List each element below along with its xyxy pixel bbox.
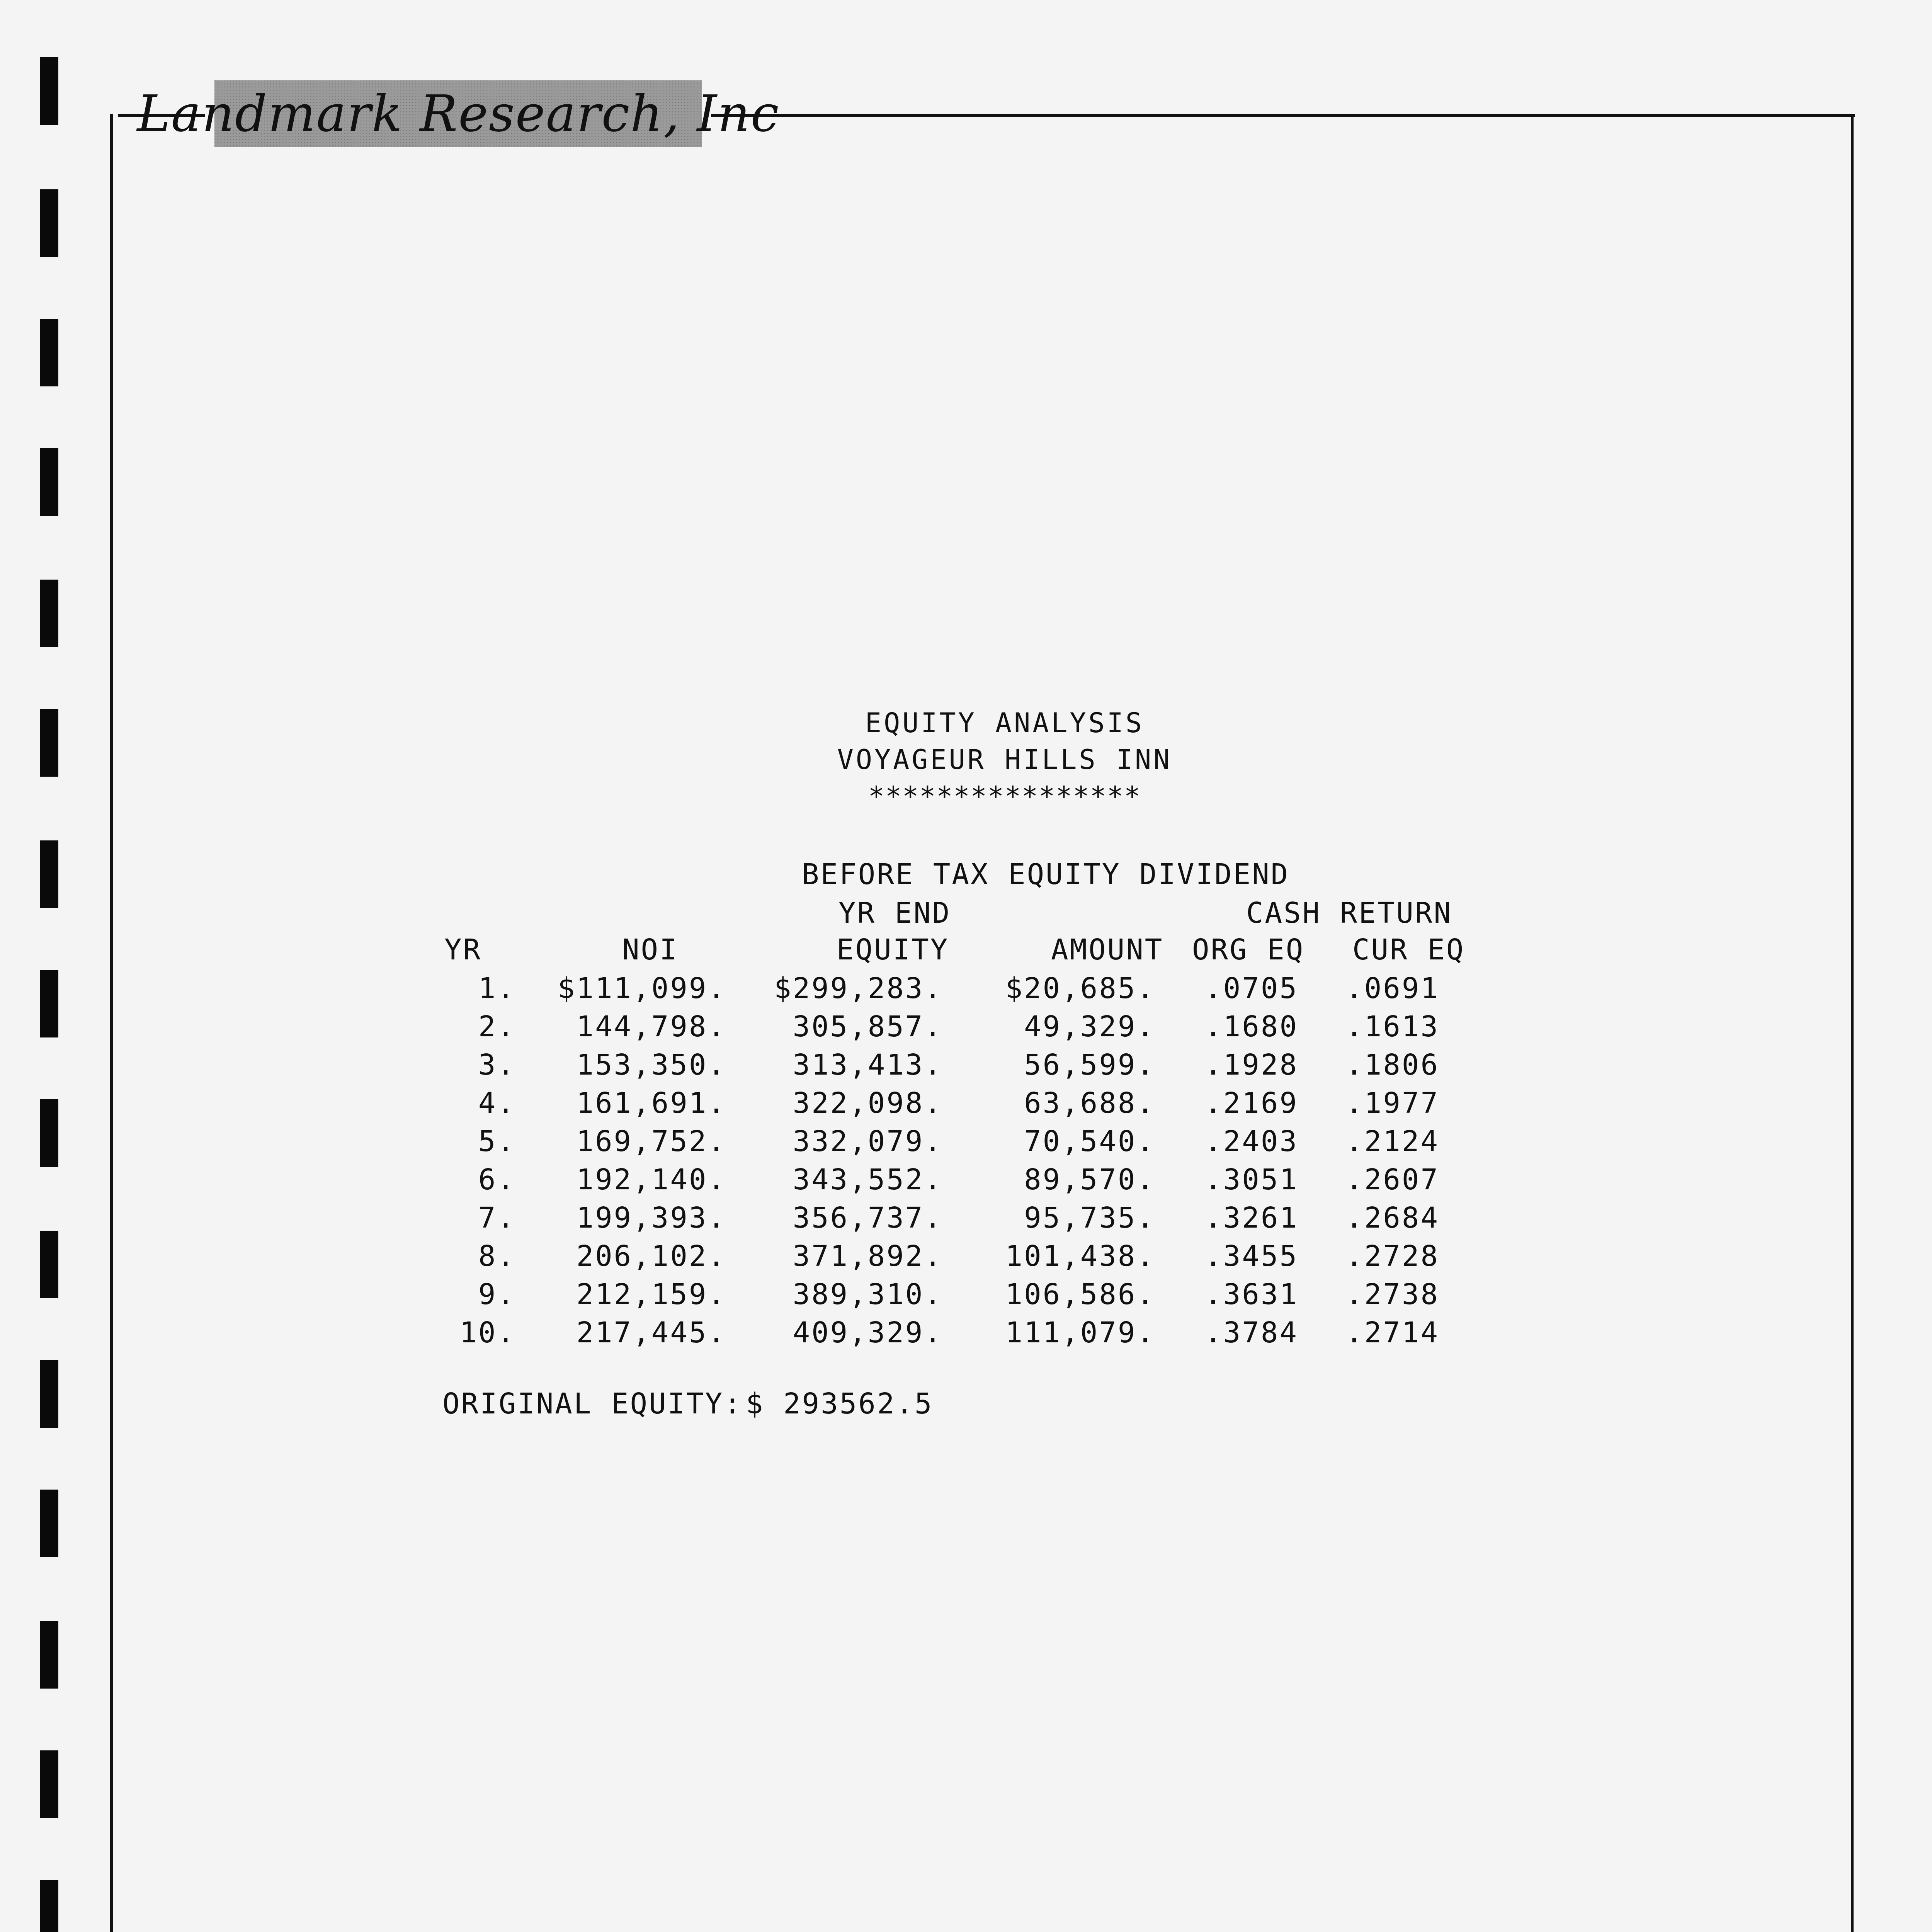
cell-cur-eq: .1806 xyxy=(1345,1048,1439,1082)
cell-yr: 5. xyxy=(478,1125,516,1158)
header-yr-end: YR END xyxy=(838,896,951,930)
cell-org-eq: .3455 xyxy=(1204,1240,1298,1273)
header-equity: EQUITY xyxy=(837,933,949,966)
cell-cur-eq: .1977 xyxy=(1345,1087,1439,1120)
cell-amount: 106,586. xyxy=(1005,1278,1155,1311)
title-underline: **************** xyxy=(868,781,1141,812)
cell-org-eq: .3261 xyxy=(1204,1201,1298,1235)
binder-mark xyxy=(40,580,58,647)
cell-org-eq: .0705 xyxy=(1204,972,1298,1005)
cell-cur-eq: .2607 xyxy=(1345,1163,1439,1196)
header-cash-return: CASH RETURN xyxy=(1246,896,1453,930)
cell-amount: $20,685. xyxy=(1005,972,1155,1005)
company-logo xyxy=(137,80,780,147)
group-header: BEFORE TAX EQUITY DIVIDEND xyxy=(802,858,1290,891)
header-yr: YR xyxy=(444,933,482,966)
header-noi: NOI xyxy=(622,933,679,966)
cell-noi: 192,140. xyxy=(576,1163,726,1196)
frame-top-right xyxy=(711,114,1855,117)
cell-amount: 56,599. xyxy=(1024,1048,1155,1082)
original-equity-value: $ 293562.5 xyxy=(746,1387,934,1420)
cell-amount: 95,735. xyxy=(1024,1201,1155,1235)
binder-mark xyxy=(40,319,58,386)
cell-org-eq: .1928 xyxy=(1204,1048,1298,1082)
cell-noi: 144,798. xyxy=(576,1010,726,1043)
cell-amount: 101,438. xyxy=(1005,1240,1155,1273)
cell-noi: 212,159. xyxy=(576,1278,726,1311)
cell-equity: 409,329. xyxy=(793,1316,943,1349)
cell-equity: 322,098. xyxy=(793,1087,943,1120)
cell-equity: 371,892. xyxy=(793,1240,943,1273)
cell-yr: 4. xyxy=(478,1087,516,1120)
cell-org-eq: .3051 xyxy=(1204,1163,1298,1196)
cell-yr: 8. xyxy=(478,1240,516,1273)
binder-mark xyxy=(40,1621,58,1689)
header-amount: AMOUNT xyxy=(1051,933,1164,966)
cell-equity: 305,857. xyxy=(793,1010,943,1043)
report-subtitle: VOYAGEUR HILLS INN xyxy=(837,744,1172,776)
binder-mark xyxy=(40,189,58,257)
cell-cur-eq: .0691 xyxy=(1345,972,1439,1005)
binder-mark xyxy=(40,448,58,516)
cell-noi: 206,102. xyxy=(576,1240,726,1273)
cell-yr: 1. xyxy=(478,972,516,1005)
cell-org-eq: .2403 xyxy=(1204,1125,1298,1158)
binder-mark xyxy=(40,1750,58,1818)
cell-yr: 7. xyxy=(478,1201,516,1235)
cell-noi: $111,099. xyxy=(558,972,726,1005)
cell-noi: 153,350. xyxy=(576,1048,726,1082)
company-logo-text: Landmark Research, Inc xyxy=(137,84,780,143)
binder-mark xyxy=(40,1099,58,1167)
binder-mark xyxy=(40,840,58,908)
header-cur-eq: CUR EQ xyxy=(1352,933,1465,966)
cell-amount: 111,079. xyxy=(1005,1316,1155,1349)
cell-cur-eq: .2684 xyxy=(1345,1201,1439,1235)
binder-mark xyxy=(40,57,58,125)
cell-yr: 9. xyxy=(478,1278,516,1311)
cell-amount: 70,540. xyxy=(1024,1125,1155,1158)
cell-org-eq: .2169 xyxy=(1204,1087,1298,1120)
cell-amount: 63,688. xyxy=(1024,1087,1155,1120)
cell-equity: 332,079. xyxy=(793,1125,943,1158)
frame-right xyxy=(1851,114,1854,1932)
binder-mark xyxy=(40,1360,58,1428)
cell-yr: 3. xyxy=(478,1048,516,1082)
header-org-eq: ORG EQ xyxy=(1192,933,1305,966)
binder-mark xyxy=(40,970,58,1037)
cell-yr: 10. xyxy=(459,1316,516,1349)
report-title: EQUITY ANALYSIS xyxy=(865,707,1145,739)
cell-noi: 169,752. xyxy=(576,1125,726,1158)
binder-mark xyxy=(40,709,58,777)
cell-equity: 389,310. xyxy=(793,1278,943,1311)
cell-equity: 343,552. xyxy=(793,1163,943,1196)
cell-yr: 6. xyxy=(478,1163,516,1196)
binder-mark xyxy=(40,1880,58,1932)
cell-equity: 356,737. xyxy=(793,1201,943,1235)
original-equity-label: ORIGINAL EQUITY: xyxy=(442,1387,743,1420)
cell-cur-eq: .2728 xyxy=(1345,1240,1439,1273)
cell-cur-eq: .1613 xyxy=(1345,1010,1439,1043)
cell-cur-eq: .2738 xyxy=(1345,1278,1439,1311)
binder-mark xyxy=(40,1490,58,1557)
cell-equity: $299,283. xyxy=(774,972,943,1005)
cell-amount: 49,329. xyxy=(1024,1010,1155,1043)
cell-yr: 2. xyxy=(478,1010,516,1043)
cell-noi: 217,445. xyxy=(576,1316,726,1349)
cell-org-eq: .3784 xyxy=(1204,1316,1298,1349)
cell-equity: 313,413. xyxy=(793,1048,943,1082)
binder-mark xyxy=(40,1231,58,1298)
cell-amount: 89,570. xyxy=(1024,1163,1155,1196)
cell-noi: 161,691. xyxy=(576,1087,726,1120)
cell-cur-eq: .2714 xyxy=(1345,1316,1439,1349)
frame-left xyxy=(110,114,113,1932)
cell-cur-eq: .2124 xyxy=(1345,1125,1439,1158)
cell-noi: 199,393. xyxy=(576,1201,726,1235)
cell-org-eq: .3631 xyxy=(1204,1278,1298,1311)
cell-org-eq: .1680 xyxy=(1204,1010,1298,1043)
